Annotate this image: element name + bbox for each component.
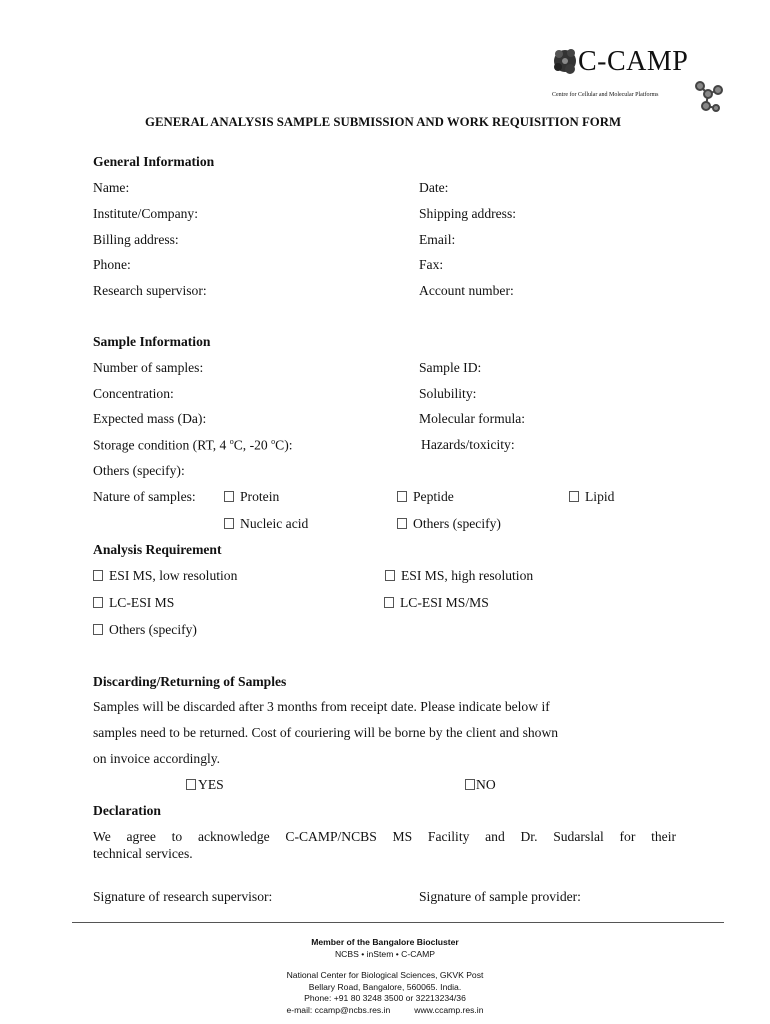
account-label: Account number: xyxy=(419,283,514,298)
checkbox-icon xyxy=(385,570,395,581)
shipping-label: Shipping address: xyxy=(419,206,517,221)
institute-label: Institute/Company: xyxy=(93,206,198,221)
concentration-label: Concentration: xyxy=(93,386,174,401)
footer-contact xyxy=(0,1005,770,1015)
checkbox-others[interactable]: Others (specify) xyxy=(397,516,501,532)
footer-member: Member of the Bangalore Biocluster xyxy=(311,937,459,947)
storage-label: Storage condition (RT, 4 $^o$C, -20 $^o$C): xyxy=(93,437,293,453)
declaration-heading: Declaration xyxy=(93,803,161,818)
phone-label: Phone: xyxy=(93,257,131,272)
others-label: Others (specify): xyxy=(93,463,185,478)
footer-phone: Phone: +91 80 3248 3500 or 32213234/36 xyxy=(304,993,466,1003)
logo xyxy=(548,40,728,115)
checkbox-icon xyxy=(224,491,234,502)
molecule-icon xyxy=(694,80,724,114)
fax-label: Fax: xyxy=(419,257,444,272)
hazards-label: Hazards/toxicity: xyxy=(421,437,515,452)
checkbox-analysis-others[interactable]: Others (specify) xyxy=(93,622,197,638)
number-label: Number of samples: xyxy=(93,360,204,375)
nature-label: Nature of samples: xyxy=(93,489,196,504)
checkbox-peptide[interactable]: Peptide xyxy=(397,489,454,505)
checkbox-esi-low[interactable]: ESI MS, low resolution xyxy=(93,568,237,584)
checkbox-icon xyxy=(224,518,234,529)
form-title: GENERAL ANALYSIS SAMPLE SUBMISSION AND WORK REQUISITION FORM xyxy=(145,115,622,129)
checkbox-protein[interactable]: Protein xyxy=(224,489,279,505)
checkbox-yes[interactable]: YES xyxy=(186,777,224,793)
checkbox-icon xyxy=(93,624,103,635)
footer-divider xyxy=(72,922,724,923)
signature-provider-label: Signature of sample provider: xyxy=(419,889,581,904)
sample-id-label: Sample ID: xyxy=(419,360,482,375)
solubility-label: Solubility: xyxy=(419,386,477,401)
footer-web[interactable]: www.ccamp.res.in xyxy=(414,1005,484,1015)
checkbox-icon xyxy=(569,491,579,502)
checkbox-lc-esi[interactable]: LC-ESI MS xyxy=(93,595,174,611)
signature-supervisor-label: Signature of research supervisor: xyxy=(93,889,273,904)
checkbox-lipid[interactable]: Lipid xyxy=(569,489,614,505)
checkbox-icon xyxy=(397,491,407,502)
discard-line-3: on invoice accordingly. xyxy=(93,751,221,766)
checkbox-icon xyxy=(186,779,196,790)
discard-line-2: samples need to be returned. Cost of couriering will be borne by the client and shown xyxy=(93,725,559,740)
checkbox-no[interactable]: NO xyxy=(465,777,496,793)
checkbox-icon xyxy=(93,597,103,608)
discard-heading: Discarding/Returning of Samples xyxy=(93,674,287,689)
discard-line-1: Samples will be discarded after 3 months from receipt date. Please indicate below if xyxy=(93,699,550,714)
general-heading: General Information xyxy=(93,154,215,169)
ccamp-logo-icon xyxy=(550,45,580,81)
footer-email[interactable]: e-mail: ccamp@ncbs.res.in xyxy=(286,1005,391,1015)
logo-subtitle: Centre for Cellular and Molecular Platforms xyxy=(552,92,659,98)
analysis-heading: Analysis Requirement xyxy=(93,542,222,557)
checkbox-icon xyxy=(397,518,407,529)
date-label: Date: xyxy=(419,180,449,195)
checkbox-icon xyxy=(465,779,475,790)
declaration-line-2: technical services. xyxy=(93,846,193,861)
checkbox-icon xyxy=(93,570,103,581)
checkbox-nucleic-acid[interactable]: Nucleic acid xyxy=(224,516,308,532)
logo-name: C-CAMP xyxy=(578,46,689,77)
checkbox-lc-esi-msms[interactable]: LC-ESI MS/MS xyxy=(384,595,489,611)
footer-address-2: Bellary Road, Bangalore, 560065. India. xyxy=(308,982,462,992)
declaration-line-1: We agree to acknowledge C-CAMP/NCBS MS Facility and Dr. Sudarslal for their xyxy=(93,829,676,844)
billing-label: Billing address: xyxy=(93,232,179,247)
footer-address-1: National Center for Biological Sciences, GKVK Post xyxy=(286,970,484,980)
sample-heading: Sample Information xyxy=(93,334,211,349)
checkbox-esi-high[interactable]: ESI MS, high resolution xyxy=(385,568,533,584)
name-label: Name: xyxy=(93,180,130,195)
footer-partners: NCBS • inStem • C-CAMP xyxy=(334,949,436,959)
formula-label: Molecular formula: xyxy=(419,411,526,426)
mass-label: Expected mass (Da): xyxy=(93,411,207,426)
supervisor-label: Research supervisor: xyxy=(93,283,207,298)
email-label: Email: xyxy=(419,232,456,247)
checkbox-icon xyxy=(384,597,394,608)
